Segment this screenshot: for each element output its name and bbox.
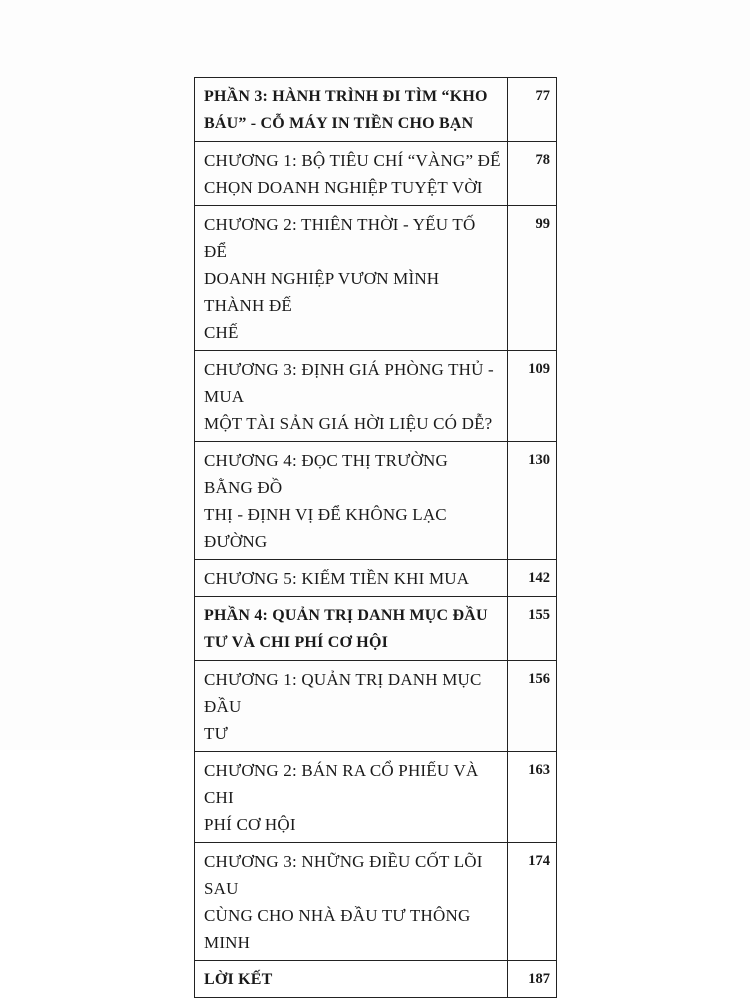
toc-entry-title: CHƯƠNG 1: QUẢN TRỊ DANH MỤC ĐẦU TƯ: [195, 661, 508, 751]
toc-entry-title: PHẦN 4: QUẢN TRỊ DANH MỤC ĐẦU TƯ VÀ CHI PHÍ CƠ HỘI: [195, 597, 508, 660]
toc-page-number: 78: [535, 152, 550, 168]
toc-row: [195, 350, 556, 441]
toc-page-number: 142: [528, 570, 550, 586]
toc-row: [195, 559, 556, 596]
toc-entry-title: LỜI KẾT: [195, 961, 508, 997]
table-of-contents: [194, 77, 557, 998]
toc-row: [195, 751, 556, 842]
toc-row: [195, 960, 556, 997]
toc-entry-title: CHƯƠNG 3: NHỮNG ĐIỀU CỐT LÕI SAU CÙNG CHO NHÀ ĐẦU TƯ THÔNG MINH: [195, 843, 508, 960]
toc-entry-title: CHƯƠNG 2: THIÊN THỜI - YẾU TỐ ĐỂ DOANH NGHIỆP VƯƠN MÌNH THÀNH ĐẾ CHẾ: [195, 206, 508, 350]
toc-page-number: 109: [528, 361, 550, 377]
toc-entry-title: CHƯƠNG 4: ĐỌC THỊ TRƯỜNG BẰNG ĐỒ THỊ - ĐỊNH VỊ ĐỂ KHÔNG LẠC ĐƯỜNG: [195, 442, 508, 559]
toc-entry-title: CHƯƠNG 2: BÁN RA CỔ PHIẾU VÀ CHI PHÍ CƠ HỘI: [195, 752, 508, 842]
toc-page-number: 155: [528, 607, 550, 623]
toc-page-number: 130: [528, 452, 550, 468]
toc-entry-title: CHƯƠNG 1: BỘ TIÊU CHÍ “VÀNG” ĐỂ CHỌN DOANH NGHIỆP TUYỆT VỜI: [195, 142, 508, 205]
toc-page-number: 163: [528, 762, 550, 778]
toc-entry-title: CHƯƠNG 3: ĐỊNH GIÁ PHÒNG THỦ - MUA MỘT TÀI SẢN GIÁ HỜI LIỆU CÓ DỄ?: [195, 351, 508, 441]
toc-row: [195, 205, 556, 350]
toc-entry-title: CHƯƠNG 5: KIẾM TIỀN KHI MUA: [195, 560, 508, 596]
toc-page-number: 77: [535, 88, 550, 104]
toc-row: [195, 441, 556, 559]
toc-row: [195, 141, 556, 205]
toc-row: [195, 596, 556, 660]
toc-row: [195, 78, 556, 141]
toc-row: [195, 660, 556, 751]
toc-page-number: 187: [528, 971, 550, 987]
toc-page-number: 174: [528, 853, 550, 869]
toc-page-number: 156: [528, 671, 550, 687]
toc-row: [195, 842, 556, 960]
toc-entry-title: PHẦN 3: HÀNH TRÌNH ĐI TÌM “KHO BÁU” - CỖ MÁY IN TIỀN CHO BẠN: [195, 78, 508, 141]
toc-page-number: 99: [535, 216, 550, 232]
